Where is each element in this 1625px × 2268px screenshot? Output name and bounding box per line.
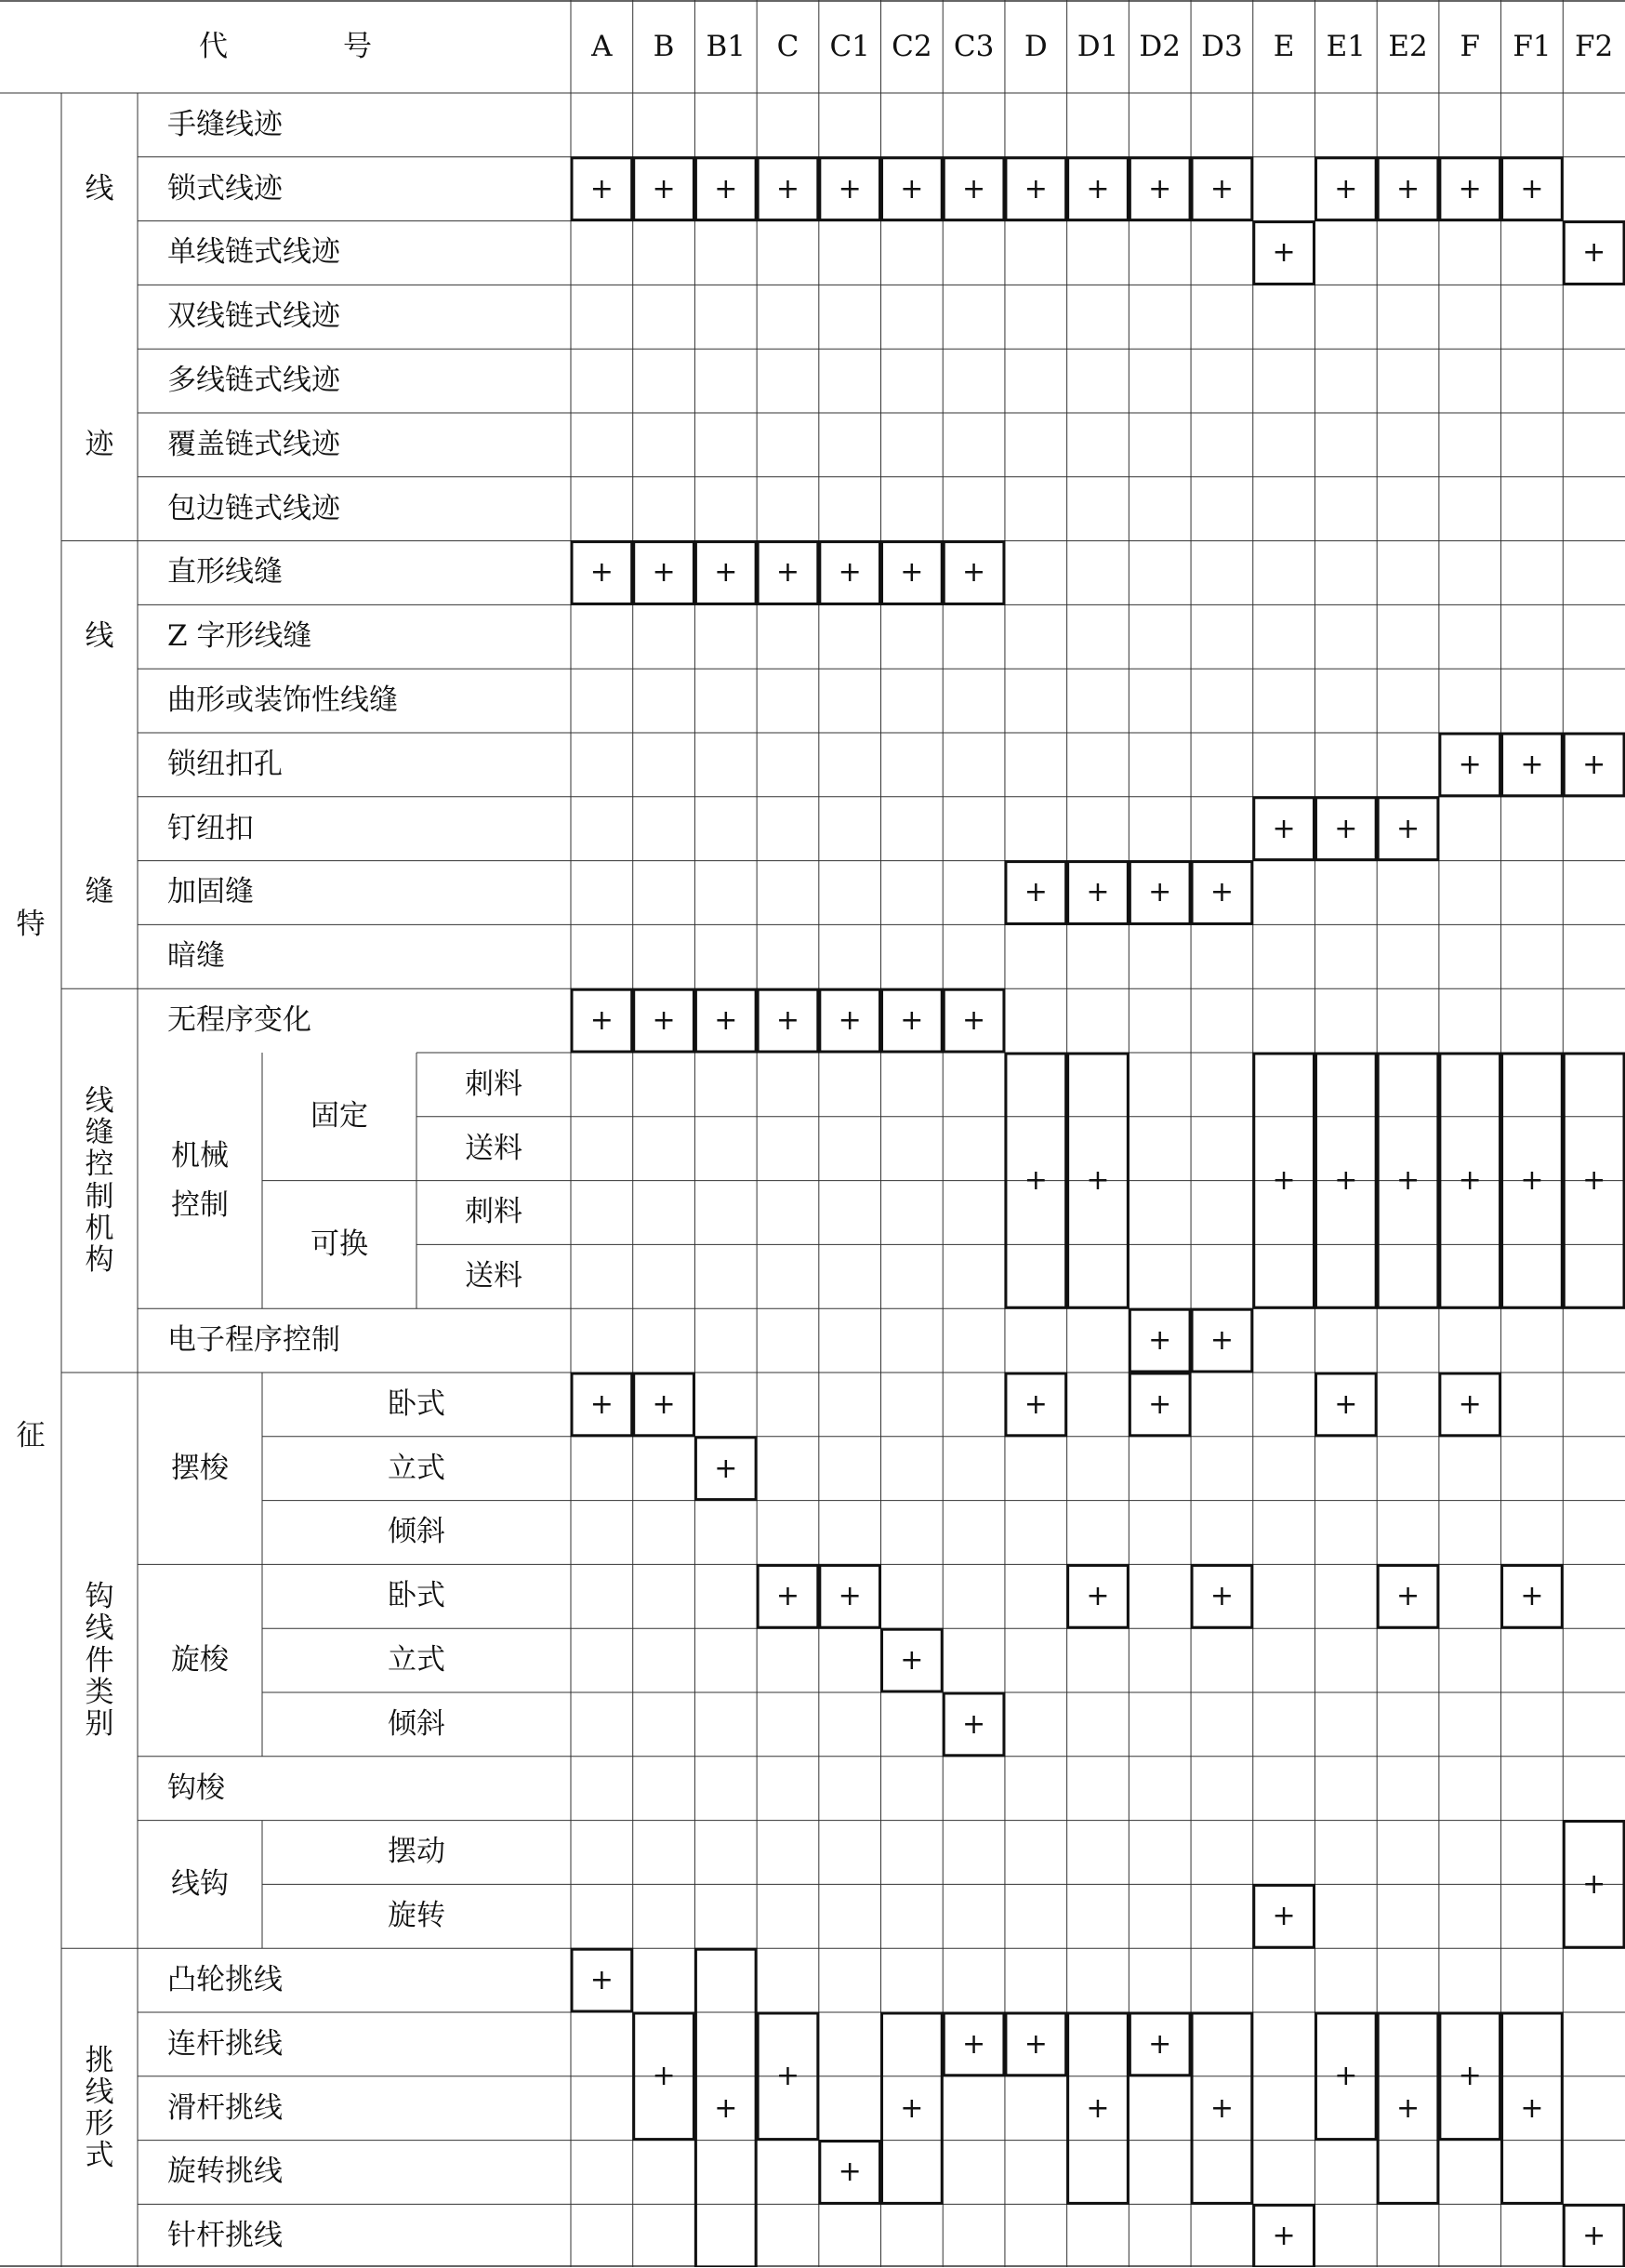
header-code-E: E (1273, 29, 1295, 63)
row-label: 直形线缝 (167, 555, 283, 590)
plus-mark: + (589, 556, 614, 590)
plus-mark: + (1395, 1164, 1420, 1198)
row-label: 连杆挑线 (167, 2026, 283, 2061)
row-label: 凸轮挑线 (167, 1963, 283, 1997)
plus-mark: + (1458, 172, 1482, 206)
group-label-stitch-char: 迹 (85, 427, 114, 461)
header-code-A: A (591, 29, 613, 63)
row-label: 包边链式线迹 (167, 491, 340, 525)
plus-mark: + (1582, 2220, 1606, 2253)
header-code-label: 代 号 (199, 29, 372, 63)
row-label: 摆动 (388, 1835, 445, 1869)
plus-mark: + (1024, 876, 1048, 909)
row-label: 钩梭 (167, 1771, 225, 1805)
row-label: 倾斜 (388, 1515, 445, 1549)
plus-mark: + (1024, 172, 1048, 206)
plus-mark: + (714, 1452, 738, 1485)
plus-mark: + (1334, 1164, 1358, 1198)
group-label-control-char: 控 (85, 1147, 114, 1182)
row-label: 锁式线迹 (167, 171, 283, 206)
group-label-seam-char: 缝 (85, 875, 114, 909)
plus-mark: + (1024, 1164, 1048, 1198)
plus-mark: + (1086, 876, 1110, 909)
plus-mark: + (1024, 1387, 1048, 1421)
header-code-D1: D1 (1077, 29, 1119, 63)
plus-mark: + (838, 172, 862, 206)
subgroup-rotary-shuttle: 旋梭 (171, 1643, 229, 1678)
plus-mark: + (838, 2155, 862, 2189)
plus-mark: + (1209, 876, 1234, 909)
row-label: 刺料 (465, 1195, 522, 1229)
plus-mark: + (1334, 2060, 1358, 2093)
subgroup-fixed: 固定 (310, 1099, 368, 1134)
plus-mark: + (1272, 812, 1296, 845)
row-label: 滑杆挑线 (167, 2090, 283, 2125)
plus-mark: + (652, 1387, 676, 1421)
row-label: 手缝线迹 (167, 107, 283, 141)
header-code-E2: E2 (1388, 29, 1428, 63)
plus-mark: + (1520, 172, 1544, 206)
plus-mark: + (1086, 172, 1110, 206)
plus-mark: + (1148, 876, 1172, 909)
plus-mark: + (589, 1004, 614, 1038)
plus-mark: + (1086, 1164, 1110, 1198)
plus-mark: + (589, 1964, 614, 1997)
plus-mark: + (1520, 2091, 1544, 2125)
plus-mark: + (1582, 1867, 1606, 1901)
header-code-C: C (776, 29, 799, 63)
plus-mark: + (962, 1707, 986, 1741)
group-label-hook-type-char: 类 (85, 1675, 114, 1709)
plus-mark: + (1458, 2060, 1482, 2093)
plus-mark: + (900, 1004, 924, 1038)
plus-mark: + (589, 1387, 614, 1421)
main-category-char: 特 (16, 907, 46, 941)
plus-mark: + (900, 2091, 924, 2125)
plus-mark: + (775, 1580, 800, 1613)
plus-mark: + (962, 556, 986, 590)
plus-mark: + (1395, 2091, 1420, 2125)
header-code-C1: C1 (829, 29, 870, 63)
subgroup-changeable: 可换 (310, 1227, 368, 1261)
plus-mark: + (838, 1004, 862, 1038)
plus-mark: + (775, 556, 800, 590)
plus-mark: + (1334, 1387, 1358, 1421)
plus-mark: + (962, 1004, 986, 1038)
row-label: 立式 (388, 1643, 445, 1678)
plus-mark: + (1209, 1580, 1234, 1613)
row-label: 暗缝 (167, 939, 225, 974)
header-code-C2: C2 (892, 29, 932, 63)
group-label-hook-type (61, 1373, 138, 1948)
plus-mark: + (714, 1004, 738, 1038)
header-code-F2: F2 (1575, 29, 1614, 63)
plus-mark: + (1458, 1387, 1482, 1421)
plus-mark: + (1086, 2091, 1110, 2125)
row-label: 卧式 (388, 1386, 445, 1421)
group-label-hook-type-char: 钩 (85, 1580, 114, 1614)
plus-mark: + (1334, 172, 1358, 206)
plus-mark: + (962, 172, 986, 206)
header-code-D3: D3 (1201, 29, 1243, 63)
row-label: 单线链式线迹 (167, 235, 340, 270)
row-label: 曲形或装饰性线缝 (167, 683, 398, 718)
group-label-take-up-char: 形 (85, 2107, 114, 2142)
plus-mark: + (962, 2027, 986, 2061)
row-label: 多线链式线迹 (167, 364, 340, 398)
plus-mark: + (1272, 2220, 1296, 2253)
row-label: 无程序变化 (167, 1003, 311, 1038)
plus-mark: + (1582, 1164, 1606, 1198)
plus-mark: + (1334, 812, 1358, 845)
plus-mark: + (1272, 236, 1296, 270)
plus-mark: + (1520, 1580, 1544, 1613)
plus-mark: + (838, 556, 862, 590)
plus-mark: + (1148, 2027, 1172, 2061)
plus-mark: + (1209, 2091, 1234, 2125)
plus-mark: + (652, 556, 676, 590)
plus-mark: + (775, 172, 800, 206)
plus-mark: + (1520, 1164, 1544, 1198)
plus-mark: + (1024, 2027, 1048, 2061)
plus-mark: + (775, 2060, 800, 2093)
plus-mark: + (1148, 1387, 1172, 1421)
plus-mark: + (714, 2091, 738, 2125)
row-label: 旋转 (388, 1899, 445, 1933)
group-label-hook-type-char: 件 (85, 1643, 114, 1678)
row-label: 送料 (465, 1259, 522, 1293)
plus-mark: + (714, 556, 738, 590)
group-label-take-up-char: 线 (85, 2076, 114, 2110)
plus-mark: + (652, 172, 676, 206)
plus-mark: + (1458, 1164, 1482, 1198)
group-label-take-up (61, 1948, 138, 2268)
plus-mark: + (900, 172, 924, 206)
header-code-D2: D2 (1139, 29, 1181, 63)
row-label: 刺料 (465, 1067, 522, 1101)
plus-mark: + (714, 172, 738, 206)
row-label: 覆盖链式线迹 (167, 427, 340, 461)
plus-mark: + (900, 556, 924, 590)
row-label: 钉纽扣 (167, 811, 254, 845)
group-label-control-char: 机 (85, 1211, 114, 1245)
subgroup-mech-control-line: 控制 (171, 1187, 229, 1222)
plus-mark: + (1272, 1164, 1296, 1198)
plus-mark: + (1520, 748, 1544, 781)
plus-mark: + (1148, 1324, 1172, 1358)
subgroup-swing-shuttle: 摆梭 (171, 1451, 229, 1485)
row-label: 立式 (388, 1451, 445, 1485)
header-code-B: B (653, 29, 675, 63)
header-code-F: F (1460, 29, 1480, 63)
plus-mark: + (652, 2060, 676, 2093)
main-category-char: 征 (16, 1419, 46, 1453)
row-label: 双线链式线迹 (167, 299, 340, 334)
row-label: 加固缝 (167, 875, 254, 909)
group-label-take-up-char: 挑 (85, 2044, 114, 2077)
group-label-control (61, 988, 138, 1373)
group-label-control-char: 线 (85, 1084, 114, 1119)
group-label-control-char: 制 (85, 1179, 114, 1214)
plus-mark: + (1395, 812, 1420, 845)
row-label: 针杆挑线 (167, 2219, 283, 2253)
plus-mark: + (1395, 172, 1420, 206)
row-label: Z 字形线缝 (167, 619, 312, 654)
plus-mark: + (589, 172, 614, 206)
plus-mark: + (900, 1644, 924, 1678)
plus-mark: + (1582, 236, 1606, 270)
row-label: 送料 (465, 1131, 522, 1165)
group-label-control-char: 缝 (85, 1116, 114, 1150)
header-code-C3: C3 (953, 29, 995, 63)
row-label: 卧式 (388, 1579, 445, 1613)
header-code-E1: E1 (1326, 29, 1366, 63)
header-code-D: D (1024, 29, 1048, 63)
group-label-hook-type-char: 别 (85, 1706, 114, 1741)
row-label: 旋转挑线 (167, 2155, 283, 2189)
subgroup-thread-hook: 线钩 (171, 1866, 229, 1901)
plus-mark: + (1272, 1900, 1296, 1933)
group-label-control-char: 构 (85, 1242, 114, 1277)
plus-mark: + (1209, 1324, 1234, 1358)
plus-mark: + (1458, 748, 1482, 781)
row-label: 锁纽扣孔 (167, 747, 283, 781)
plus-mark: + (1148, 172, 1172, 206)
plus-mark: + (1582, 748, 1606, 781)
group-label-seam-char: 线 (85, 619, 114, 654)
row-label: 电子程序控制 (167, 1323, 340, 1358)
group-label-hook-type-char: 线 (85, 1611, 114, 1646)
plus-mark: + (1086, 1580, 1110, 1613)
group-label-stitch-char: 线 (85, 171, 114, 206)
plus-mark: + (1395, 1580, 1420, 1613)
subgroup-mech-control (138, 1053, 262, 1308)
group-label-take-up-char: 式 (85, 2139, 114, 2173)
header-code-F1: F1 (1513, 29, 1552, 63)
subgroup-mech-control-line: 机械 (171, 1138, 229, 1173)
header-code-B1: B1 (706, 29, 746, 63)
row-label: 倾斜 (388, 1706, 445, 1741)
plus-mark: + (775, 1004, 800, 1038)
plus-mark: + (838, 1580, 862, 1613)
plus-mark: + (1209, 172, 1234, 206)
plus-mark: + (652, 1004, 676, 1038)
